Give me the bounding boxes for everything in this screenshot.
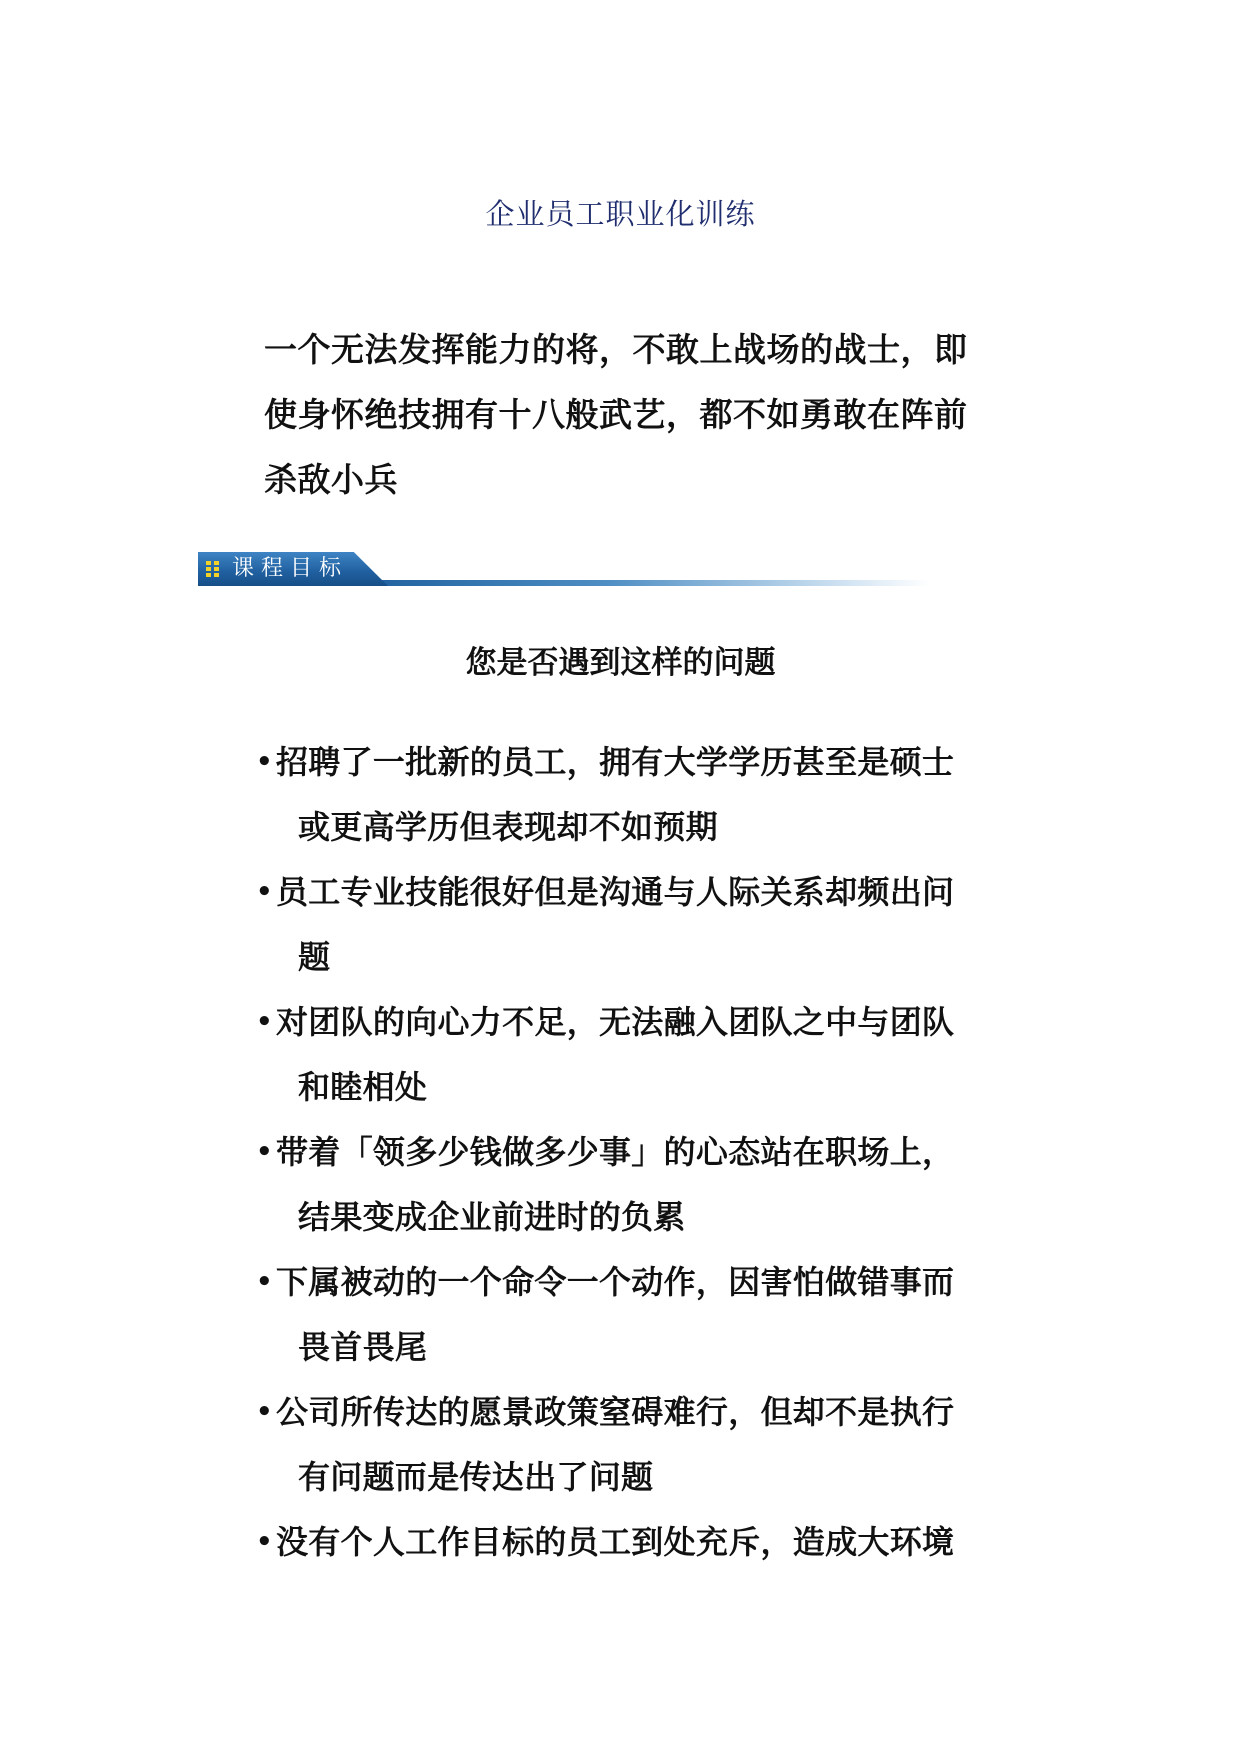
list-item-line: 对团队的向心力不足，无法融入团队之中与团队 [276,1003,955,1041]
bullet-icon: • [256,877,273,907]
document-title: 企业员工职业化训练 [485,197,756,231]
list-item-line: 有问题而是传达出了问题 [298,1458,654,1496]
list-item [256,1120,1016,1250]
bullet-icon: • [256,1267,273,1297]
list-item-line: 公司所传达的愿景政策窒碍难行，但却不是执行 [276,1393,955,1431]
list-item [256,730,1016,860]
lead-line: 使身怀绝技拥有十八般武艺，都不如勇敢在阵前 [264,395,968,434]
list-item-line: 结果变成企业前进时的负累 [298,1198,686,1236]
section-banner [198,552,930,586]
list-item-line: 题 [298,938,331,976]
list-item-line: 招聘了一批新的员工，拥有大学学历甚至是硕士 [276,743,955,781]
bullet-icon: • [256,1397,273,1427]
list-item-line: 或更高学历但表现却不如预期 [298,808,718,846]
bullet-icon: • [256,1137,273,1167]
list-item-line: 下属被动的一个命令一个动作，因害怕做错事而 [276,1263,955,1301]
list-item-line: 员工专业技能很好但是沟通与人际关系却频出问 [276,873,955,911]
list-item-line: 带着「领多少钱做多少事」的心态站在职场上， [276,1133,955,1171]
list-item [256,1380,1016,1510]
lead-line: 一个无法发挥能力的将，不敢上战场的战士，即 [264,330,968,369]
list-item [256,1250,1016,1380]
banner-underline [348,580,930,586]
grid-icon [206,561,220,577]
banner-label: 课程目标 [232,556,349,581]
problem-list [256,730,1016,1575]
list-item [256,990,1016,1120]
list-item [256,860,1016,990]
list-item-line: 和睦相处 [298,1068,428,1106]
bullet-icon: • [256,1527,273,1557]
bullet-icon: • [256,747,273,777]
bullet-icon: • [256,1007,273,1037]
question-heading: 您是否遇到这样的问题 [465,645,776,681]
list-item-line: 没有个人工作目标的员工到处充斥，造成大环境 [276,1523,955,1561]
list-item [256,1510,1016,1575]
lead-paragraph [264,317,1004,512]
list-item-line: 畏首畏尾 [298,1328,428,1366]
lead-line: 杀敌小兵 [264,460,398,499]
